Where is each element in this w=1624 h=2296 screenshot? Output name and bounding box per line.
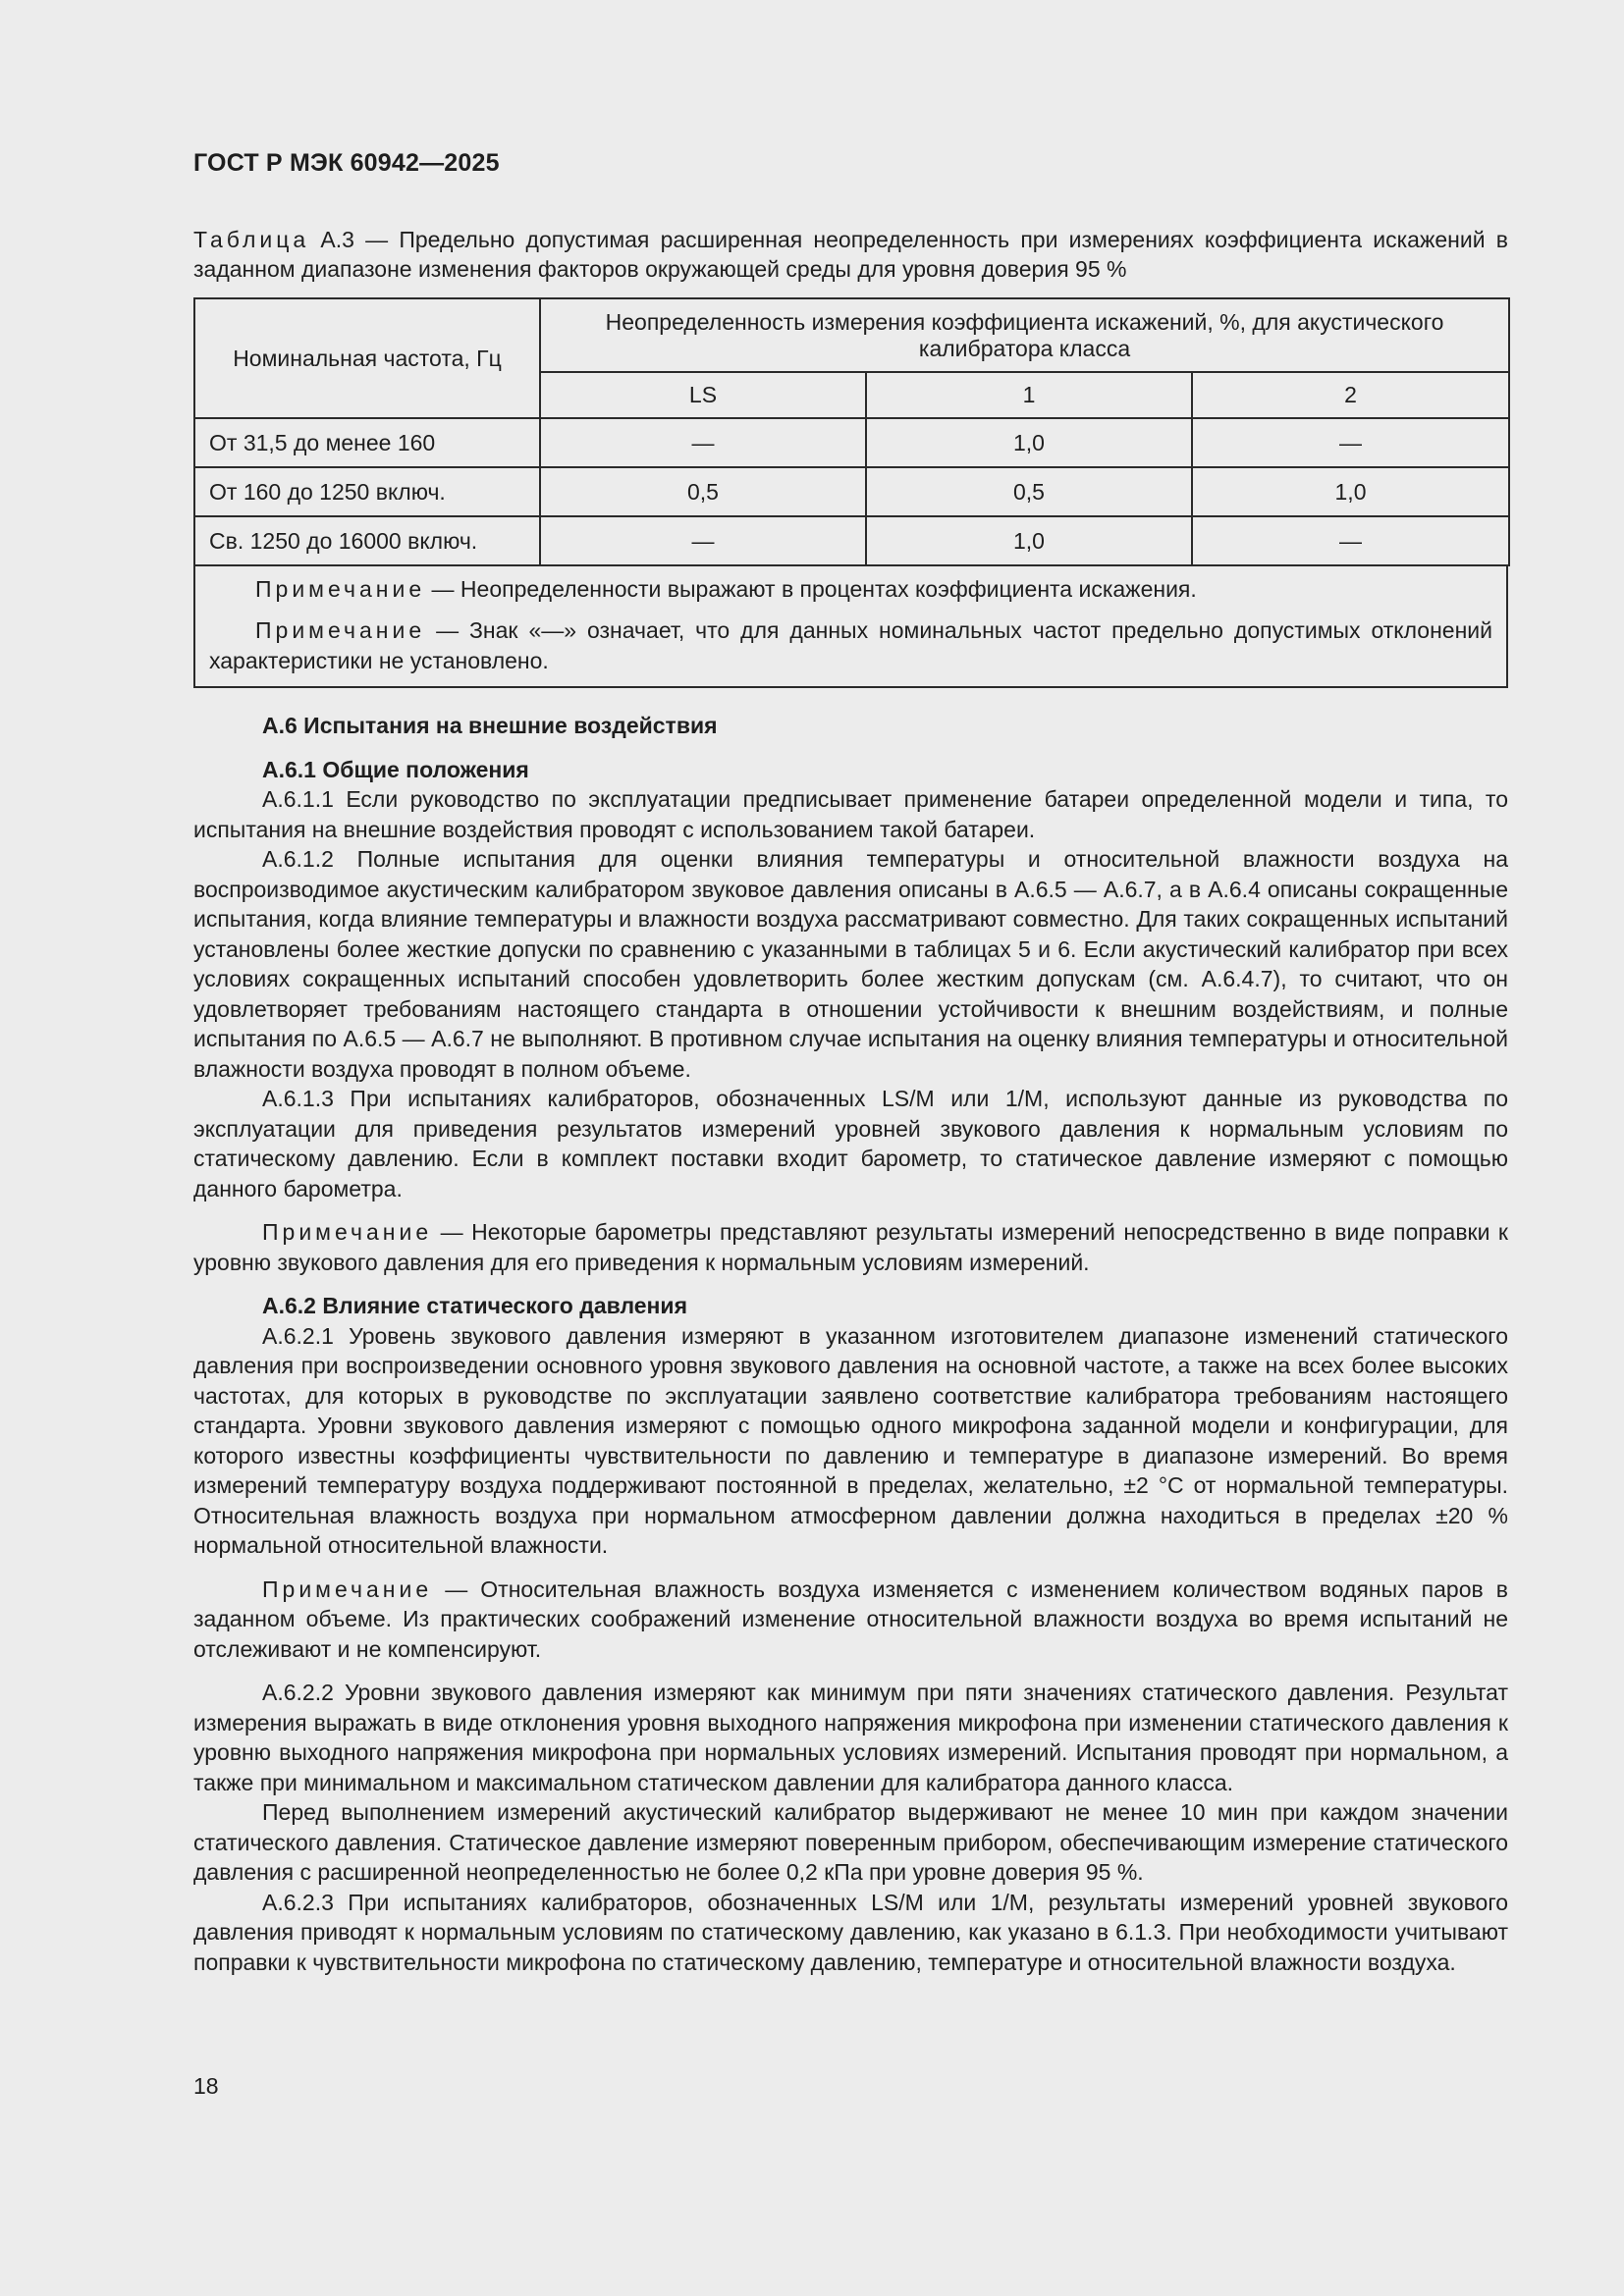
note-text: — Неопределенности выражают в процентах коэффициента искажения. bbox=[425, 576, 1197, 602]
cell-frequency: От 160 до 1250 включ. bbox=[194, 467, 540, 516]
table-note bbox=[209, 615, 1492, 676]
paragraph-a6-2-1: А.6.2.1 Уровень звукового давления измеряют в указанном изготовителем диапазоне изменений статического давления при воспроизведении основного уровня звукового давления на основной частоте, а также на всех более высоких частотах, для которых в руководстве по эксплуатации заявлено соответствие калибратора требованиям настоящего стандарта. Уровни звукового давления измеряют с помощью одного микрофона заданной модели и конфигурации, для которого известны коэффициенты чувствительности по давлению и температуре в диапазоне измерений. Во время измерений температуру воздуха поддерживают постоянной в пределах, желательно, ±2 °С от нормальной температуры. Относительная влажность воздуха при нормальном атмосферном давлении должна находиться в пределах ±20 % нормальной относительной влажности. bbox=[193, 1322, 1508, 1558]
note-barometers bbox=[193, 1217, 1508, 1277]
table-row bbox=[194, 418, 1509, 467]
note-text: — Некоторые барометры представляют результаты измерений непосредственно в виде поправки к уровню звукового давления для его приведения к нормальным условиям измерений. bbox=[193, 1219, 1508, 1275]
cell-frequency: От 31,5 до менее 160 bbox=[194, 418, 540, 467]
paragraph-a6-1-3: А.6.1.3 При испытаниях калибраторов, обозначенных LS/M или 1/M, используют данные из руководства по эксплуатации для приведения результатов измерений уровней звукового давления к нормальным условиям по статическому давлению. Если в комплект поставки входит барометр, то статическое давление измеряют с помощью данного барометра. bbox=[193, 1086, 1508, 1201]
paragraph-a6-1-1: А.6.1.1 Если руководство по эксплуатации предписывает применение батареи определенной модели и типа, то испытания на внешние воздействия проводят с использованием такой батареи. bbox=[193, 786, 1508, 842]
col-header-class-ls: LS bbox=[540, 372, 866, 418]
table-caption bbox=[193, 225, 1508, 284]
table-row bbox=[194, 467, 1509, 516]
cell-class-2: 1,0 bbox=[1192, 467, 1509, 516]
note-humidity bbox=[193, 1575, 1508, 1665]
note-label: Примечание bbox=[255, 576, 426, 602]
cell-class-1: 1,0 bbox=[866, 516, 1192, 565]
col-header-uncertainty-group: Неопределенность измерения коэффициента искажений, %, для акустического калибратора класса bbox=[540, 298, 1509, 372]
table-note bbox=[209, 574, 1492, 605]
table-caption-text: А.3 — Предельно допустимая расширенная неопределенность при измерениях коэффициента искажений в заданном диапазоне изменения факторов окружающей среды для уровня доверия 95 % bbox=[193, 227, 1508, 282]
table-row bbox=[194, 516, 1509, 565]
note-label: Примечание bbox=[255, 617, 426, 643]
uncertainty-table-block bbox=[193, 297, 1508, 688]
col-header-frequency: Номинальная частота, Гц bbox=[194, 298, 540, 418]
cell-class-ls: — bbox=[540, 418, 866, 467]
table-notes bbox=[193, 566, 1508, 688]
note-text: — Относительная влажность воздуха изменяется с изменением количеством водяных паров в заданном объеме. Из практических соображений изменение относительной влажности воздуха во время испытаний не отслеживают и не компенсируют. bbox=[193, 1575, 1508, 1662]
col-header-class-2: 2 bbox=[1192, 372, 1509, 418]
uncertainty-table bbox=[193, 297, 1510, 566]
cell-class-ls: — bbox=[540, 516, 866, 565]
section-heading-a6-2: А.6.2 Влияние статического давления bbox=[262, 1293, 687, 1318]
page-number: 18 bbox=[193, 2073, 219, 2099]
section-heading-a6-1: А.6.1 Общие положения bbox=[262, 756, 529, 782]
cell-class-2: — bbox=[1192, 516, 1509, 565]
cell-frequency: Св. 1250 до 16000 включ. bbox=[194, 516, 540, 565]
cell-class-ls: 0,5 bbox=[540, 467, 866, 516]
paragraph-a6-1-2: А.6.1.2 Полные испытания для оценки влияния температуры и относительной влажности воздуха на воспроизводимое акустическим калибратором звуковое давления описаны в А.6.5 — А.6.7, а в А.6.4 описаны сокращенные испытания, когда влияние температуры и влажности воздуха рассматривают совместно. Для таких сокращенных испытаний установлены более жесткие допуски по сравнению с указанными в таблицах 5 и 6. Если акустический калибратор при всех условиях сокращенных испытаний способен удовлетворить более жестким допускам (см. А.6.4.7), то считают, что он удовлетворяет требованиям настоящего стандарта в отношении устойчивости к внешним воздействиям, и полные испытания по А.6.5 — А.6.7 не выполняют. В противном случае испытания на оценку влияния температуры и относительной влажности воздуха проводят в полном объеме. bbox=[193, 846, 1508, 1082]
body-text bbox=[193, 711, 1508, 1977]
note-text: — Знак «—» означает, что для данных номинальных частот предельно допустимых отклонений характеристики не установлено. bbox=[209, 617, 1492, 673]
note-label: Примечание bbox=[262, 1575, 433, 1602]
table-caption-label: Таблица bbox=[193, 227, 310, 252]
cell-class-1: 1,0 bbox=[866, 418, 1192, 467]
section-heading-a6: А.6 Испытания на внешние воздействия bbox=[262, 713, 718, 738]
paragraph-a6-2-3: А.6.2.3 При испытаниях калибраторов, обозначенных LS/M или 1/M, результаты измерений уровней звукового давления приводят к нормальным условиям по статическому давлению, как указано в 6.1.3. При необходимости учитывают поправки к чувствительности микрофона по статическому давлению, температуре и относительной влажности воздуха. bbox=[193, 1889, 1508, 1975]
col-header-class-1: 1 bbox=[866, 372, 1192, 418]
cell-class-2: — bbox=[1192, 418, 1509, 467]
paragraph-a6-2-2-continued: Перед выполнением измерений акустический калибратор выдерживают не менее 10 мин при каждом значении статического давления. Статическое давление измеряют поверенным прибором, обеспечивающим измерение статического давления с расширенной неопределенностью не более 0,2 кПа при уровне доверия 95 %. bbox=[193, 1799, 1508, 1885]
note-label: Примечание bbox=[262, 1219, 433, 1245]
cell-class-1: 0,5 bbox=[866, 467, 1192, 516]
paragraph-a6-2-2: А.6.2.2 Уровни звукового давления измеряют как минимум при пяти значениях статического давления. Результат измерения выражать в виде отклонения уровня выходного напряжения микрофона при изменении статического давления к уровню выходного напряжения микрофона при нормальных условиях измерений. Испытания проводят при нормальном, а также при минимальном и максимальном статическом давлении для калибратора данного класса. bbox=[193, 1680, 1508, 1795]
document-header-title: ГОСТ Р МЭК 60942—2025 bbox=[193, 149, 500, 177]
